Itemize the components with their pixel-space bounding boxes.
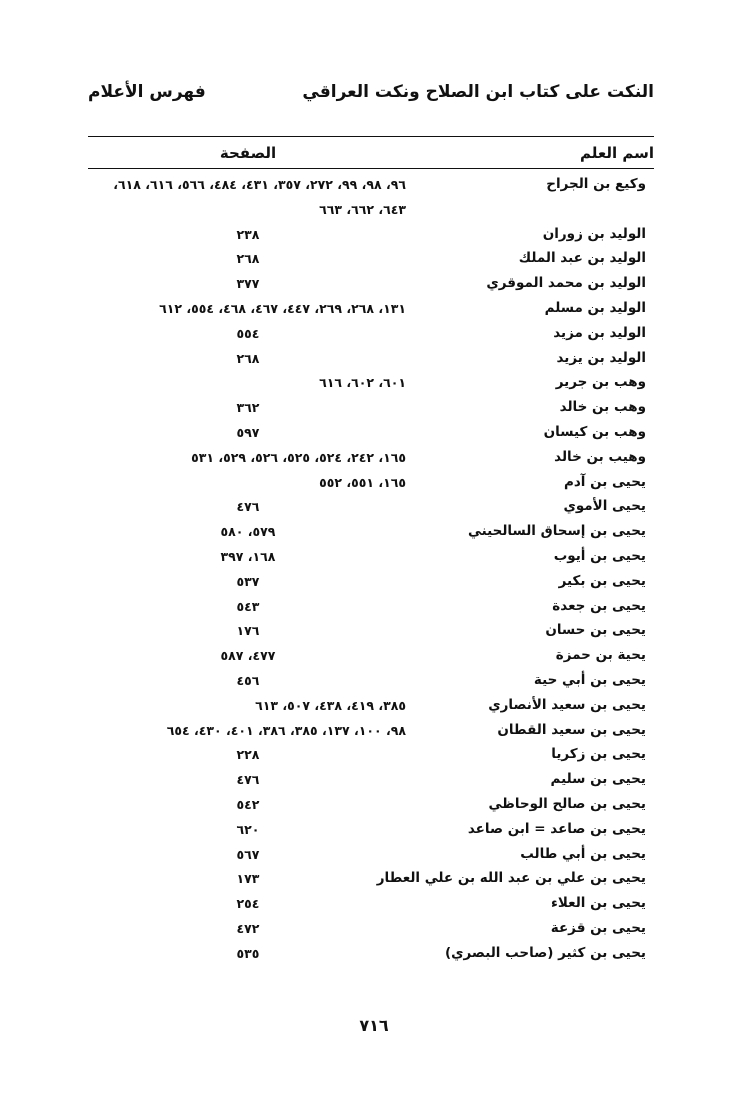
index-row	[88, 224, 654, 249]
page-refs: ٦٠١، ٦٠٢، ٦١٦	[319, 375, 406, 391]
index-row	[88, 496, 654, 521]
page-refs: ٩٨، ١٠٠، ١٣٧، ٣٨٥، ٣٨٦، ٤٠١، ٤٣٠، ٦٥٤	[166, 722, 406, 738]
person-name: يحيى بن سليم	[550, 771, 646, 788]
page-number: ٧١٦	[359, 1016, 389, 1035]
person-name: الوليد بن زوران	[542, 225, 646, 242]
person-name: وهب بن خالد	[559, 399, 646, 416]
person-name: يحيى بن جعدة	[552, 597, 646, 614]
index-row	[88, 273, 654, 298]
person-name: وهيب بن خالد	[554, 448, 646, 465]
index-row	[88, 248, 654, 273]
person-name: يحيى بن أبي حية	[533, 671, 646, 688]
page-refs: ٢٥٤	[236, 896, 260, 912]
page-refs: ٥٩٧	[236, 424, 260, 440]
index-row	[88, 645, 654, 670]
person-name: وكيع بن الجراح	[546, 176, 646, 192]
index-row	[88, 397, 654, 422]
page-refs: ٢٢٨	[236, 747, 260, 763]
page-refs: ١٦٥، ٥٥١، ٥٥٢	[319, 474, 406, 490]
person-name: الوليد بن مسلم	[544, 299, 646, 316]
index-row	[88, 893, 654, 918]
index-row	[88, 620, 654, 645]
column-header-pages: الصفحة	[219, 144, 277, 162]
person-name: يحيى بن قزعة	[550, 919, 646, 936]
index-row	[88, 447, 654, 472]
index-row	[88, 670, 654, 695]
person-name: يحيى بن سعيد الأنصاري	[488, 696, 646, 713]
running-head	[88, 82, 654, 114]
page-refs: ٥٧٩، ٥٨٠	[220, 524, 276, 540]
index-row	[88, 472, 654, 497]
person-name: يحيى بن علي بن عبد الله بن علي العطار	[376, 870, 646, 887]
index-row	[88, 720, 654, 745]
page-refs: ١٣١، ٢٦٨، ٢٦٩، ٤٤٧، ٤٦٧، ٤٦٨، ٥٥٤، ٦١٢	[159, 300, 406, 316]
page-refs: ٤٧٢	[236, 920, 260, 936]
person-name: يحيى بن العلاء	[550, 895, 646, 912]
person-name: يحيى بن صالح الوحاظي	[488, 795, 646, 812]
book-title: النكت على كتاب ابن الصلاح ونكت العراقي	[302, 82, 654, 102]
person-name: الوليد بن مزيد	[553, 324, 646, 341]
index-row	[88, 521, 654, 546]
person-name: وهب بن كيسان	[543, 423, 646, 440]
person-name: يحية بن حمزة	[555, 647, 646, 664]
person-name: يحيى بن زكريا	[551, 746, 646, 763]
page-refs: ١٧٦	[236, 623, 260, 639]
page-refs: ٤٧٧، ٥٨٧	[220, 648, 276, 664]
person-name: وهب بن جرير	[555, 374, 646, 391]
page-refs: ٥٤٣	[236, 598, 260, 614]
page-refs: ٢٣٨	[236, 226, 260, 242]
page-refs: ١٧٣	[236, 871, 260, 887]
index-table	[88, 174, 654, 968]
column-header-name: اسم العلم	[579, 144, 654, 162]
person-name: يحيى بن حسان	[545, 622, 646, 639]
page-refs: ٣٨٥، ٤١٩، ٤٣٨، ٥٠٧، ٦١٣	[255, 697, 406, 713]
index-row	[88, 943, 654, 968]
page-refs: ٤٧٦	[236, 772, 260, 788]
page-refs: ١٦٥، ٢٤٢، ٥٢٤، ٥٢٥، ٥٢٦، ٥٢٩، ٥٣١	[191, 449, 406, 465]
person-name: يحيى بن آدم	[563, 473, 646, 490]
index-row	[88, 695, 654, 720]
index-row	[88, 372, 654, 397]
page-refs: ٥٤٢	[236, 796, 260, 812]
index-row	[88, 546, 654, 571]
index-row	[88, 844, 654, 869]
index-row	[88, 596, 654, 621]
index-row	[88, 868, 654, 893]
top-rule	[88, 136, 654, 137]
page-refs: ٣٧٧	[236, 276, 260, 292]
person-name: الوليد بن يزيد	[556, 349, 646, 366]
page-refs: ٥٣٥	[236, 945, 260, 961]
index-row	[88, 199, 654, 224]
index-row	[88, 794, 654, 819]
index-row	[88, 571, 654, 596]
person-name: يحيى بن أيوب	[553, 547, 646, 564]
page-refs: ٥٣٧	[236, 573, 260, 589]
page-refs: ٤٧٦	[236, 499, 260, 515]
person-name: يحيى بن كثير (صاحب البصري)	[444, 944, 646, 961]
page-refs: ٢٦٨	[236, 251, 260, 267]
person-name: يحيى بن بكير	[558, 572, 646, 589]
person-name: يحيى بن صاعد = ابن صاعد	[467, 820, 646, 837]
index-row	[88, 323, 654, 348]
page-refs: ٢٦٨	[236, 350, 260, 366]
person-name: الوليد بن محمد الموقري	[486, 275, 646, 292]
page-refs: ٥٦٧	[236, 846, 260, 862]
header-rule	[88, 168, 654, 169]
index-row	[88, 744, 654, 769]
index-row	[88, 422, 654, 447]
page-refs: ٣٦٢	[236, 400, 260, 416]
index-row	[88, 298, 654, 323]
index-row	[88, 769, 654, 794]
page-refs: ٦٤٣، ٦٦٢، ٦٦٣	[319, 201, 406, 217]
section-title: فهرس الأعلام	[88, 82, 206, 102]
index-row	[88, 348, 654, 373]
index-row	[88, 819, 654, 844]
person-name: يحيى بن إسحاق السالحيني	[467, 523, 646, 540]
person-name: الوليد بن عبد الملك	[518, 250, 646, 267]
page-refs: ٦٢٠	[236, 821, 260, 837]
person-name: يحيى الأموي	[563, 498, 646, 515]
page-refs: ١٦٨، ٣٩٧	[220, 548, 276, 564]
page-refs: ٥٥٤	[236, 325, 260, 341]
page-refs: ٤٥٦	[236, 672, 260, 688]
index-row	[88, 918, 654, 943]
person-name: يحيى بن سعيد القطان	[497, 721, 646, 738]
person-name: يحيى بن أبي طالب	[520, 845, 646, 862]
index-row	[88, 174, 654, 199]
page-refs: ٩٦، ٩٨، ٩٩، ٢٧٢، ٣٥٧، ٤٣١، ٤٨٤، ٥٦٦، ٦١٦، ٦١٨،	[113, 177, 406, 192]
